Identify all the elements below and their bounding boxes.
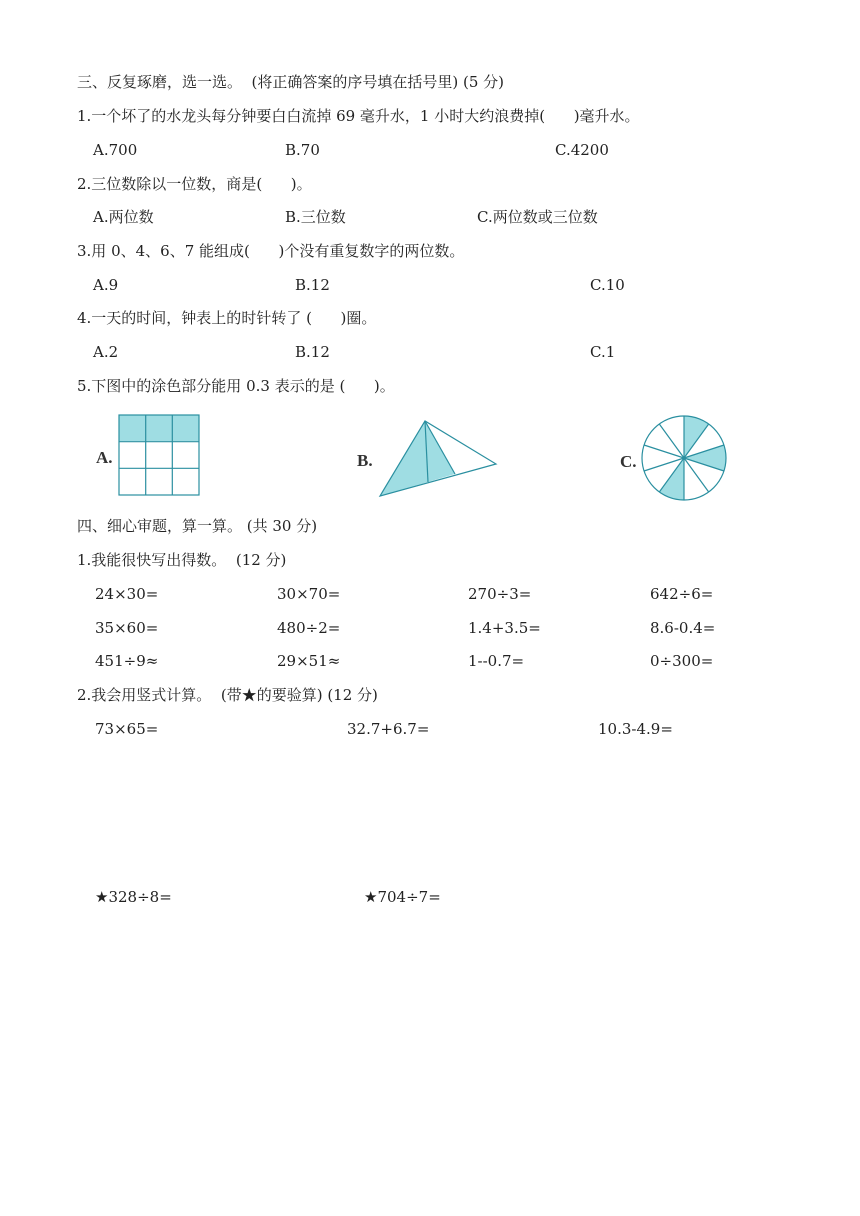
figure-c-label: C.: [620, 452, 637, 471]
figure-c-shaded-sectors: [659, 416, 726, 500]
q4-option-b: B.12: [295, 343, 330, 361]
vertical-calc-item-verify: ★328÷8=: [95, 888, 172, 906]
calc-item: 24×30=: [95, 585, 159, 603]
q2-option-b: B.三位数: [285, 208, 346, 226]
q2-stem: 2.三位数除以一位数，商是( )。: [77, 175, 312, 193]
q4-stem: 4.一天的时间，钟表上的时针转了 ( )圈。: [77, 309, 377, 327]
vertical-calc-item: 32.7+6.7=: [347, 720, 430, 738]
q1-option-c: C.4200: [555, 141, 609, 159]
calc-item: 0÷300=: [650, 652, 714, 670]
q4-option-a: A.2: [93, 343, 119, 361]
calc-item: 1.4+3.5=: [468, 619, 541, 637]
q3-stem: 3.用 0、4、6、7 能组成( )个没有重复数字的两位数。: [77, 242, 465, 260]
vertical-calc-item: 73×65=: [95, 720, 159, 738]
calc-item: 8.6-0.4=: [650, 619, 716, 637]
calc-item: 480÷2=: [277, 619, 341, 637]
calc-item: 35×60=: [95, 619, 159, 637]
calc-item: 29×51≈: [277, 652, 341, 670]
q4-option-c: C.1: [590, 343, 616, 361]
q5-stem: 5.下图中的涂色部分能用 0.3 表示的是 ( )。: [77, 377, 395, 395]
q3-option-a: A.9: [93, 276, 119, 294]
q2-option-a: A.两位数: [93, 208, 154, 226]
q3-option-c: C.10: [590, 276, 625, 294]
figure-b-triangle: [376, 418, 500, 500]
q2-option-c: C.两位数或三位数: [477, 208, 598, 226]
section3-heading: 三、反复琢磨，选一选。 (将正确答案的序号填在括号里) (5 分): [77, 73, 505, 91]
q1-stem: 1.一个坏了的水龙头每分钟要白白流掉 69 毫升水，1 小时大约浪费掉( )毫升水。: [77, 107, 640, 125]
calc-item: 642÷6=: [650, 585, 714, 603]
calc-item: 270÷3=: [468, 585, 532, 603]
q1-option-a: A.700: [93, 141, 138, 159]
figure-a-shaded-row: [119, 415, 199, 441]
q3-option-b: B.12: [295, 276, 330, 294]
part1-title: 1.我能很快写出得数。 (12 分): [77, 551, 287, 569]
figure-a-grid: [118, 414, 200, 496]
calc-item: 1--0.7=: [468, 652, 525, 670]
figure-c-circle: [640, 414, 728, 502]
vertical-calc-item-verify: ★704÷7=: [364, 888, 441, 906]
section4-heading: 四、细心审题，算一算。 (共 30 分): [77, 517, 318, 535]
figure-a-label: A.: [96, 448, 113, 467]
calc-item: 451÷9≈: [95, 652, 159, 670]
vertical-calc-item: 10.3-4.9=: [598, 720, 673, 738]
q1-option-b: B.70: [285, 141, 320, 159]
part2-title: 2.我会用竖式计算。 (带★的要验算) (12 分): [77, 686, 378, 704]
figure-b-label: B.: [357, 451, 373, 470]
calc-item: 30×70=: [277, 585, 341, 603]
